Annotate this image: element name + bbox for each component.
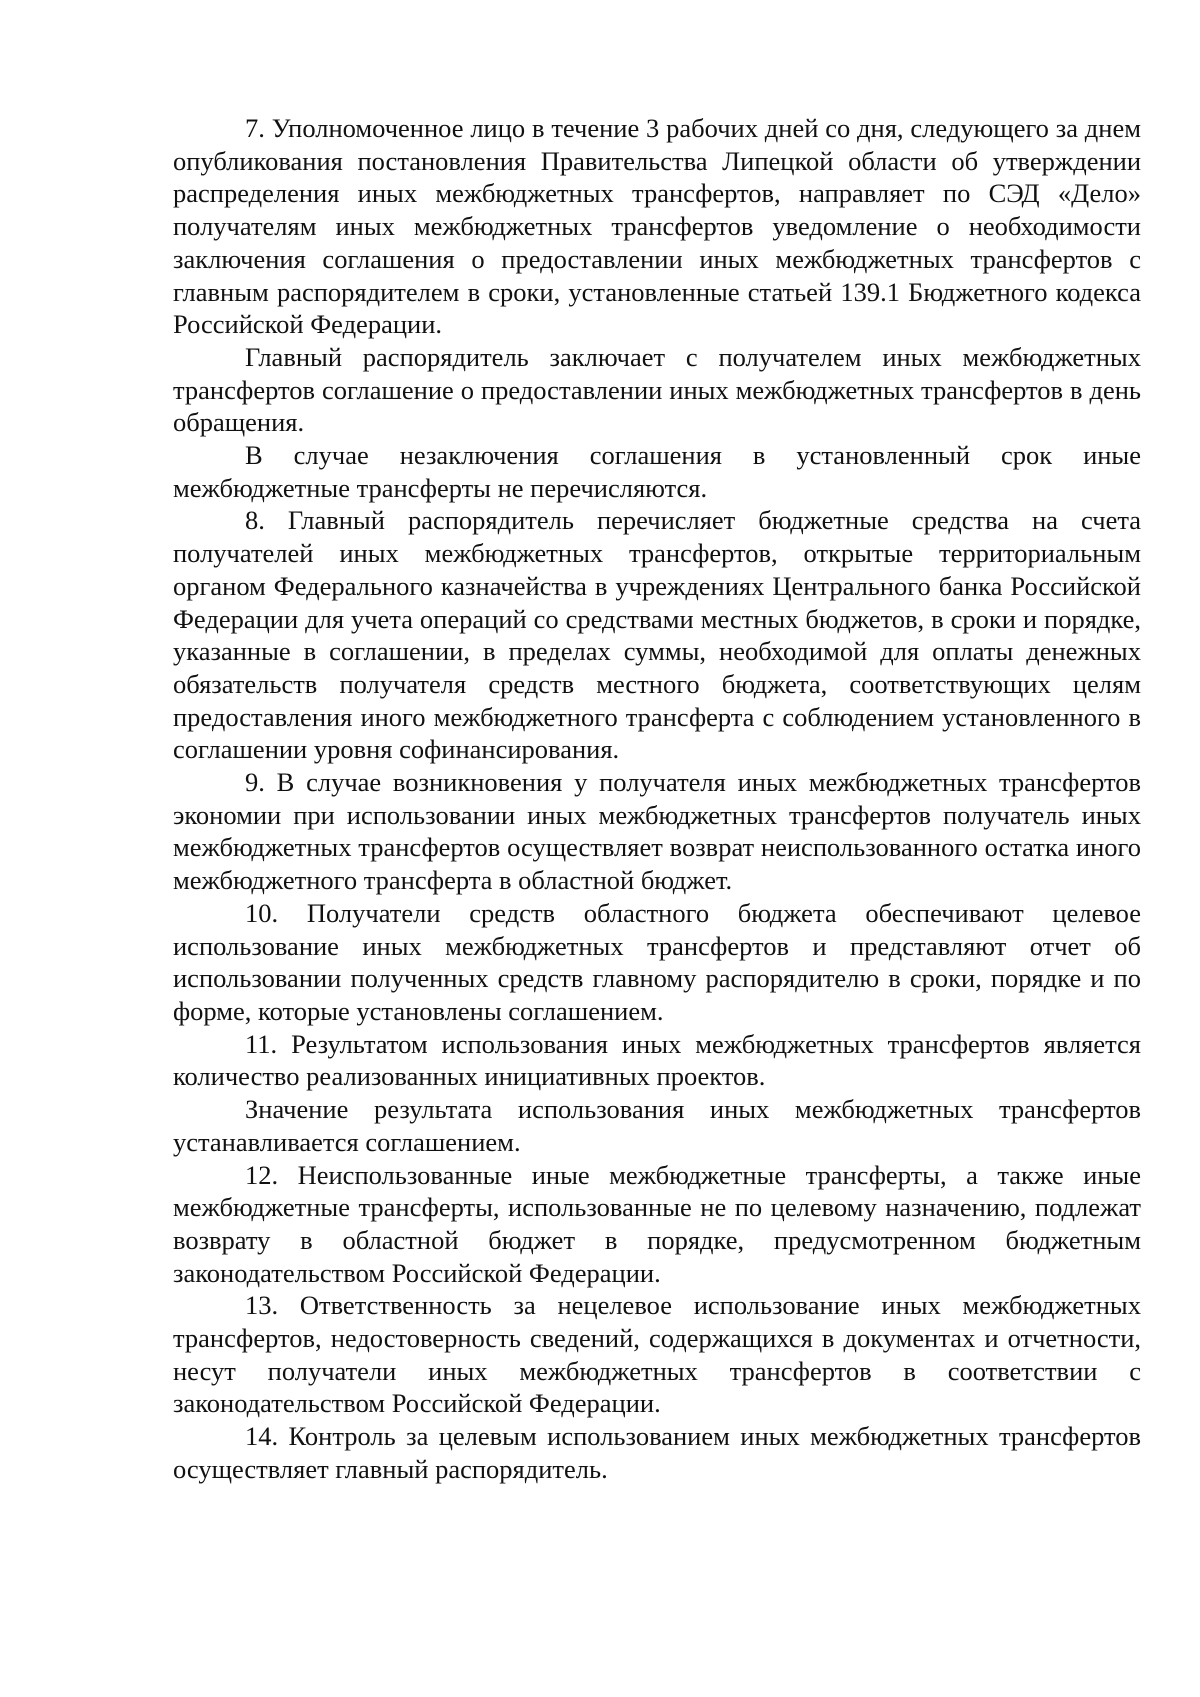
paragraph-7-no-contract: В случае незаключения соглашения в установленный срок иные межбюджетные трансферты не перечисляются.: [173, 440, 1141, 503]
document-body: [173, 112, 1141, 1486]
paragraph-13: 13. Ответственность за нецелевое использование иных межбюджетных трансфертов, недостоверность сведений, содержащихся в документах и отчетности, несут получатели иных межбюджетных трансфертов в соответствии с законодательством Российской Федерации.: [173, 1290, 1141, 1419]
paragraph-14: 14. Контроль за целевым использованием иных межбюджетных трансфертов осуществляет главный распорядитель.: [173, 1421, 1141, 1484]
paragraph-11: 11. Результатом использования иных межбюджетных трансфертов является количество реализованных инициативных проектов.: [173, 1028, 1141, 1092]
paragraph-9: 9. В случае возникновения у получателя иных межбюджетных трансфертов экономии при использовании иных межбюджетных трансфертов получатель иных межбюджетных трансфертов осуществляет возврат неиспользованного остатка иного межбюджетного трансферта в областной бюджет.: [173, 767, 1141, 896]
paragraph-10: 10. Получатели средств областного бюджета обеспечивают целевое использование иных межбюджетных трансфертов и представляют отчет об использовании полученных средств главному распорядителю в сроки, порядке и по форме, которые установлены соглашением.: [173, 897, 1141, 1026]
paragraph-7: 7. Уполномоченное лицо в течение 3 рабочих дней со дня, следующего за днем опубликования постановления Правительства Липецкой области об утверждении распределения иных межбюджетных трансфертов, направляет по СЭД «Дело» получателям иных межбюджетных трансфертов уведомление о необходимости заключения соглашения о предоставлении иных межбюджетных трансфертов с главным распорядителем в сроки, установленные статьей 139.1 Бюджетного кодекса Российской Федерации.: [173, 113, 1141, 340]
paragraph-12: 12. Неиспользованные иные межбюджетные трансферты, а также иные межбюджетные трансферты, использованные не по целевому назначению, подлежат возврату в областной бюджет в порядке, предусмотренном бюджетным законодательством Российской Федерации.: [173, 1159, 1141, 1288]
paragraph-11-result-value: Значение результата использования иных межбюджетных трансфертов устанавливается соглашением.: [173, 1094, 1141, 1157]
paragraph-7-contract: Главный распорядитель заключает с получателем иных межбюджетных трансфертов соглашение о предоставлении иных межбюджетных трансфертов в день обращения.: [173, 341, 1141, 438]
paragraph-8: 8. Главный распорядитель перечисляет бюджетные средства на счета получателей иных межбюджетных трансфертов, открытые территориальным органом Федерального казначейства в учреждениях Центрального банка Российской Федерации для учета операций со средствами местных бюджетов, в сроки и порядке, указанные в соглашении, в пределах суммы, необходимой для оплаты денежных обязательств получателя средств местного бюджета, соответствующих целям предоставления иного межбюджетного трансферта с соблюдением установленного в соглашении уровня софинансирования.: [173, 505, 1141, 765]
